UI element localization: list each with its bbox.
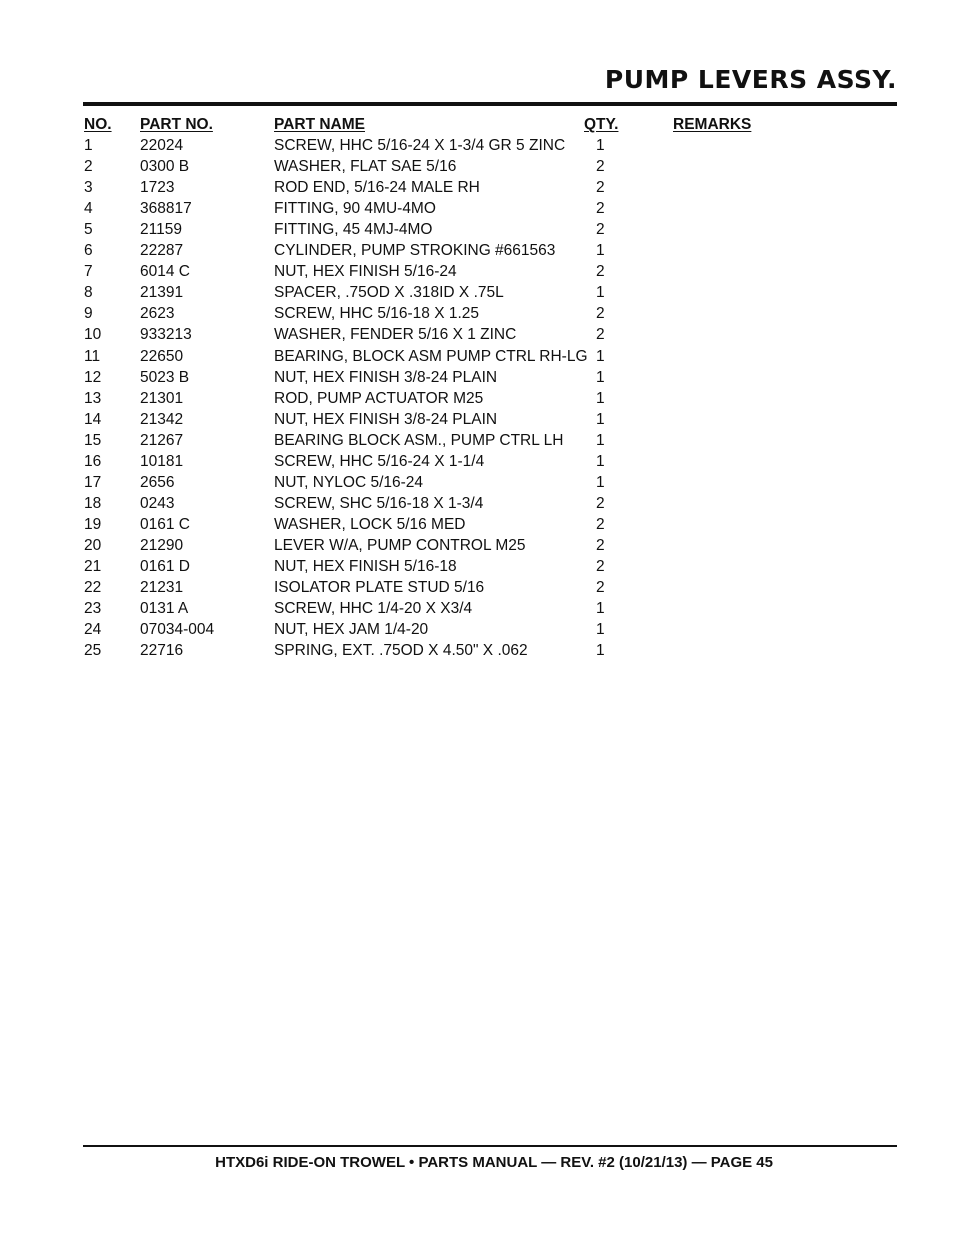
cell-no: 18 [84, 494, 102, 512]
cell-qty: 2 [596, 221, 605, 239]
cell-part-no: 1723 [140, 179, 175, 197]
cell-part-no: 21267 [140, 431, 184, 449]
cell-part-no: 22287 [140, 242, 184, 260]
cell-part-no: 22650 [140, 347, 184, 365]
cell-part-name: NUT, NYLOC 5/16-24 [274, 473, 424, 491]
cell-part-name: WASHER, FENDER 5/16 X 1 ZINC [274, 326, 517, 344]
table-row [84, 640, 896, 661]
cell-part-name: SCREW, SHC 5/16-18 X 1-3/4 [274, 494, 484, 512]
cell-no: 4 [84, 200, 93, 218]
cell-qty: 1 [596, 137, 605, 155]
cell-no: 16 [84, 452, 102, 470]
cell-part-name: FITTING, 45 4MJ-4MO [274, 221, 433, 239]
table-row [84, 156, 896, 177]
table-row [84, 282, 896, 303]
cell-no: 5 [84, 221, 93, 239]
cell-qty: 2 [596, 200, 605, 218]
header-remarks: REMARKS [673, 116, 752, 133]
cell-no: 8 [84, 284, 93, 302]
cell-no: 24 [84, 621, 102, 639]
table-row [84, 472, 896, 493]
table-row [84, 577, 896, 598]
table-row [84, 346, 896, 367]
table-row [84, 493, 896, 514]
table-row [84, 240, 896, 261]
cell-part-no: 2623 [140, 305, 175, 323]
cell-part-no: 10181 [140, 452, 184, 470]
cell-part-name: WASHER, FLAT SAE 5/16 [274, 158, 457, 176]
cell-part-no: 6014 C [140, 263, 190, 281]
cell-part-no: 2656 [140, 473, 175, 491]
table-row [84, 451, 896, 472]
table-row [84, 303, 896, 324]
cell-qty: 2 [596, 179, 605, 197]
table-row [84, 556, 896, 577]
cell-part-name: ROD, PUMP ACTUATOR M25 [274, 389, 484, 407]
cell-no: 6 [84, 242, 93, 260]
cell-part-name: BEARING, BLOCK ASM PUMP CTRL RH-LG [274, 347, 588, 365]
cell-qty: 1 [596, 347, 605, 365]
cell-part-name: SPACER, .75OD X .318ID X .75L [274, 284, 504, 302]
cell-part-no: 0243 [140, 494, 175, 512]
header-no: NO. [84, 116, 112, 133]
cell-part-no: 368817 [140, 200, 192, 218]
table-row [84, 409, 896, 430]
cell-qty: 2 [596, 305, 605, 323]
cell-qty: 2 [596, 536, 605, 554]
parts-table [84, 114, 896, 661]
cell-no: 20 [84, 536, 102, 554]
table-row [84, 261, 896, 282]
cell-part-no: 0300 B [140, 158, 190, 176]
cell-no: 17 [84, 473, 102, 491]
cell-part-no: 21342 [140, 410, 184, 428]
cell-part-no: 22716 [140, 642, 184, 660]
cell-part-name: WASHER, LOCK 5/16 MED [274, 515, 466, 533]
cell-qty: 2 [596, 579, 605, 597]
cell-qty: 2 [596, 158, 605, 176]
header-qty: QTY. [584, 116, 619, 133]
cell-qty: 1 [596, 368, 605, 386]
footer-divider [83, 1145, 897, 1147]
cell-part-no: 21290 [140, 536, 184, 554]
cell-qty: 2 [596, 515, 605, 533]
cell-qty: 1 [596, 389, 605, 407]
cell-qty: 1 [596, 242, 605, 260]
table-row [84, 219, 896, 240]
cell-part-no: 5023 B [140, 368, 190, 386]
cell-part-no: 07034-004 [140, 621, 215, 639]
cell-no: 21 [84, 557, 102, 575]
page-title: PUMP LEVERS ASSY. [604, 65, 897, 94]
cell-part-name: SCREW, HHC 1/4-20 X X3/4 [274, 600, 473, 618]
table-body [84, 135, 896, 661]
cell-part-name: NUT, HEX FINISH 5/16-24 [274, 263, 457, 281]
cell-part-name: NUT, HEX FINISH 3/8-24 PLAIN [274, 410, 498, 428]
cell-part-no: 21231 [140, 579, 184, 597]
cell-part-name: SCREW, HHC 5/16-24 X 1-3/4 GR 5 ZINC [274, 137, 566, 155]
cell-part-name: SCREW, HHC 5/16-24 X 1-1/4 [274, 452, 485, 470]
cell-part-no: 0161 C [140, 515, 190, 533]
cell-part-name: BEARING BLOCK ASM., PUMP CTRL LH [274, 431, 564, 449]
cell-qty: 1 [596, 473, 605, 491]
cell-no: 23 [84, 600, 102, 618]
cell-no: 25 [84, 642, 102, 660]
cell-no: 7 [84, 263, 93, 281]
cell-part-name: CYLINDER, PUMP STROKING #661563 [274, 242, 556, 260]
cell-part-no: 22024 [140, 137, 184, 155]
cell-part-name: FITTING, 90 4MU-4MO [274, 200, 436, 218]
cell-qty: 2 [596, 263, 605, 281]
cell-part-name: ISOLATOR PLATE STUD 5/16 [274, 579, 485, 597]
header-part-name: PART NAME [274, 116, 365, 133]
table-row [84, 388, 896, 409]
cell-part-name: NUT, HEX FINISH 3/8-24 PLAIN [274, 368, 498, 386]
cell-part-no: 0161 D [140, 557, 190, 575]
cell-part-name: SPRING, EXT. .75OD X 4.50" X .062 [274, 642, 528, 660]
cell-no: 14 [84, 410, 102, 428]
cell-no: 22 [84, 579, 102, 597]
cell-qty: 2 [596, 494, 605, 512]
table-row [84, 514, 896, 535]
cell-no: 19 [84, 515, 102, 533]
cell-part-no: 21159 [140, 221, 182, 239]
table-row [84, 430, 896, 451]
cell-no: 1 [84, 137, 93, 155]
table-row [84, 135, 896, 156]
cell-part-no: 933213 [140, 326, 192, 344]
cell-no: 10 [84, 326, 102, 344]
cell-qty: 1 [596, 621, 605, 639]
cell-qty: 1 [596, 600, 605, 618]
cell-qty: 1 [596, 284, 605, 302]
table-row [84, 198, 896, 219]
table-header-row [84, 114, 896, 135]
cell-no: 13 [84, 389, 102, 407]
cell-part-name: SCREW, HHC 5/16-18 X 1.25 [274, 305, 480, 323]
cell-part-name: ROD END, 5/16-24 MALE RH [274, 179, 480, 197]
table-row [84, 598, 896, 619]
table-row [84, 324, 896, 345]
cell-part-name: NUT, HEX FINISH 5/16-18 [274, 557, 457, 575]
footer-label: HTXD6i RIDE-ON TROWEL • PARTS MANUAL — REV. #2 (10/21/13) — PAGE 45 [215, 1154, 773, 1171]
cell-qty: 2 [596, 326, 605, 344]
table-row [84, 619, 896, 640]
cell-no: 9 [84, 305, 93, 323]
table-row [84, 177, 896, 198]
cell-qty: 1 [596, 431, 605, 449]
cell-part-name: NUT, HEX JAM 1/4-20 [274, 621, 429, 639]
cell-part-no: 21391 [140, 284, 184, 302]
cell-no: 15 [84, 431, 102, 449]
cell-qty: 1 [596, 410, 605, 428]
cell-part-no: 0131 A [140, 600, 189, 618]
cell-qty: 1 [596, 452, 605, 470]
cell-part-name: LEVER W/A, PUMP CONTROL M25 [274, 536, 526, 554]
title-divider [83, 102, 897, 106]
cell-no: 2 [84, 158, 93, 176]
cell-qty: 2 [596, 557, 605, 575]
cell-part-no: 21301 [140, 389, 184, 407]
cell-no: 11 [84, 347, 101, 365]
table-row [84, 367, 896, 388]
cell-no: 3 [84, 179, 93, 197]
header-part-no: PART NO. [140, 116, 213, 133]
table-row [84, 535, 896, 556]
cell-qty: 1 [596, 642, 605, 660]
cell-no: 12 [84, 368, 102, 386]
